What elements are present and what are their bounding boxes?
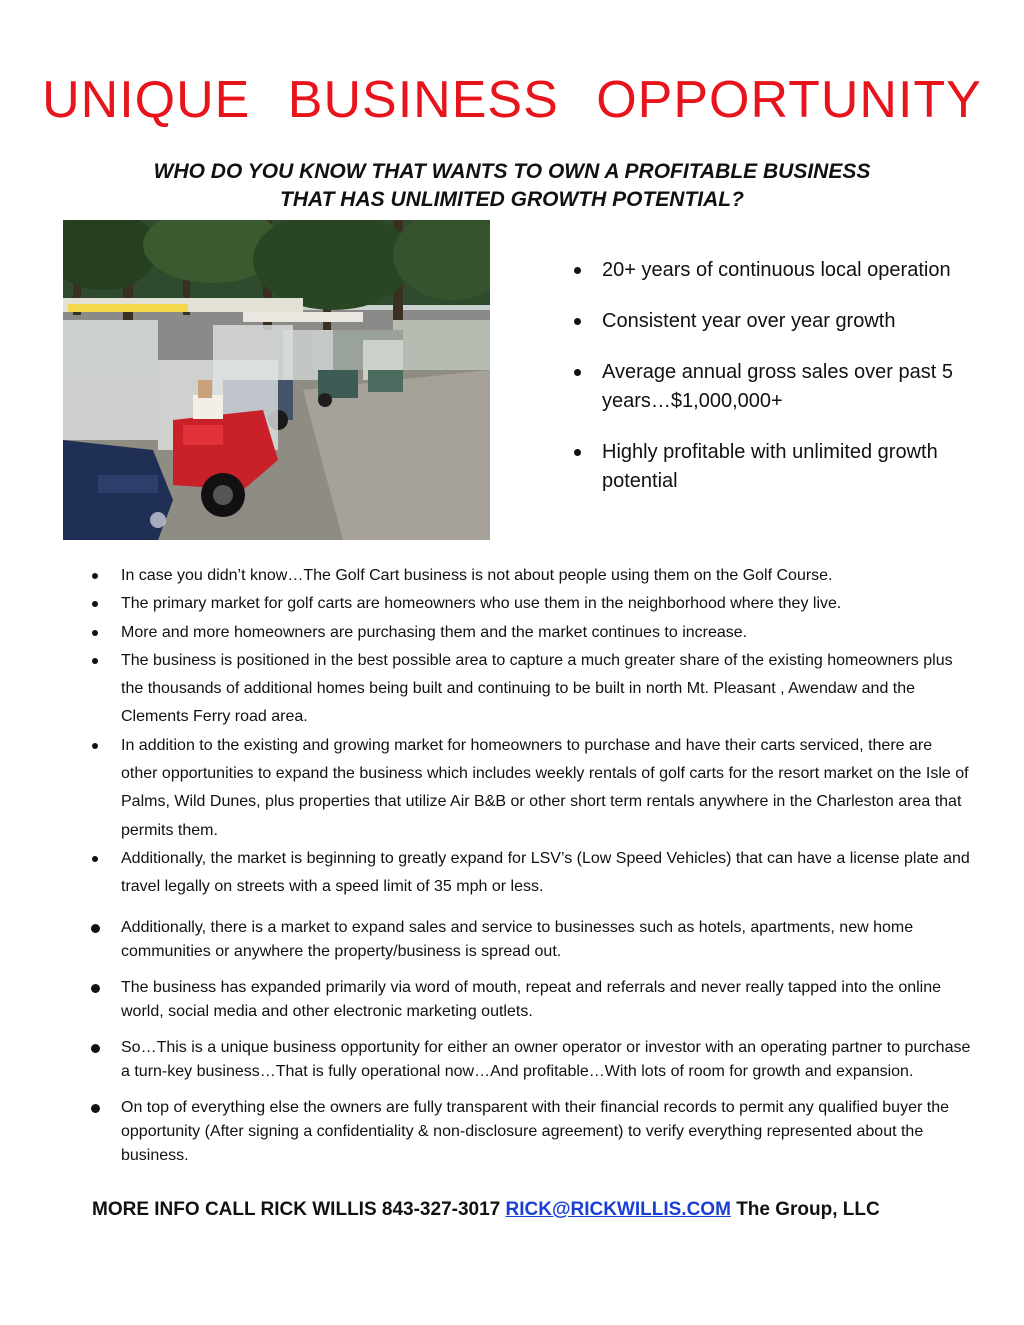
detail-item	[92, 976, 972, 1024]
detail-text: The business has expanded primarily via word of mouth, repeat and referrals and never really tapped into the online world, social media and other electronic marketing outlets.	[121, 979, 942, 1020]
detail-text: The business is positioned in the best possible area to capture a much greater share of the existing homeowners plus the thousands of additional homes being built and continuing to be built in north Mt. Pleasant , Awendaw and the Clements Ferry road area.	[121, 651, 953, 726]
highlights-list	[568, 256, 988, 518]
email-link[interactable]: RICK@RICKWILLIS.COM	[505, 1199, 731, 1220]
subtitle-line-1: WHO DO YOU KNOW THAT WANTS TO OWN A PROFITABLE BUSINESS	[153, 160, 871, 183]
company-name: The Group, LLC	[736, 1199, 880, 1220]
highlight-text: 20+ years of continuous local operation	[602, 259, 951, 281]
highlight-item	[568, 358, 988, 416]
bullet-icon	[92, 658, 98, 664]
detail-item	[92, 732, 972, 845]
subtitle-line-2: THAT HAS UNLIMITED GROWTH POTENTIAL?	[280, 188, 744, 211]
detail-text: So…This is a unique business opportunity for either an owner operator or investor with an operating partner to purchase a turn-key business…That is fully operational now…And profitable…With lots of room for growth and expansion.	[121, 1039, 971, 1080]
highlight-text: Average annual gross sales over past 5 years…$1,000,000+	[602, 361, 953, 412]
highlight-text: Highly profitable with unlimited growth potential	[602, 441, 938, 492]
bullet-icon	[91, 1104, 100, 1113]
bullet-icon	[92, 856, 98, 862]
contact-line	[92, 1196, 880, 1224]
bullet-icon	[574, 449, 581, 456]
detail-text: More and more homeowners are purchasing them and the market continues to increase.	[121, 623, 748, 641]
highlight-item	[568, 256, 988, 285]
golf-carts-illustration	[63, 220, 490, 540]
golf-carts-photo	[63, 220, 490, 540]
detail-text: Additionally, the market is beginning to greatly expand for LSV’s (Low Speed Vehicles) that can have a license plate and travel legally on streets with a speed limit of 35 mph or less.	[121, 849, 970, 896]
bullet-icon	[91, 984, 100, 993]
bullet-icon	[574, 267, 581, 274]
bullet-icon	[91, 924, 100, 933]
detail-item	[92, 1036, 972, 1084]
detail-text: On top of everything else the owners are fully transparent with their financial records to permit any qualified buyer the opportunity (After signing a confidentiality & non-disclosure agreement) to verify everything represented about the business.	[121, 1099, 949, 1164]
bullet-icon	[574, 369, 581, 376]
bullet-icon	[92, 630, 98, 636]
details-list	[92, 562, 972, 902]
detail-item	[92, 916, 972, 964]
highlight-text: Consistent year over year growth	[602, 310, 896, 332]
detail-item	[92, 647, 972, 732]
subtitle	[0, 158, 1024, 214]
detail-text: In addition to the existing and growing market for homeowners to purchase and have their carts serviced, there are other opportunities to expand the business which includes weekly rentals of golf carts for the resort market on the Isle of Palms, Wild Dunes, plus properties that utilize Air B&B or other short term rentals anywhere in the Charleston area that permits them.	[121, 736, 969, 839]
highlight-item	[568, 438, 988, 496]
bullet-icon	[574, 318, 581, 325]
bullet-icon	[92, 743, 98, 749]
detail-item	[92, 1096, 972, 1168]
detail-item	[92, 562, 972, 590]
details-list-secondary	[92, 916, 972, 1180]
highlight-item	[568, 307, 988, 336]
bullet-icon	[92, 573, 98, 579]
detail-item	[92, 590, 972, 618]
detail-item	[92, 619, 972, 647]
page-title: UNIQUE BUSINESS OPPORTUNITY	[42, 71, 982, 129]
contact-prefix: MORE INFO CALL RICK WILLIS 843-327-3017	[92, 1199, 501, 1220]
detail-item	[92, 845, 972, 902]
bullet-icon	[91, 1044, 100, 1053]
bullet-icon	[92, 601, 98, 607]
detail-text: The primary market for golf carts are homeowners who use them in the neighborhood where they live.	[121, 595, 842, 613]
detail-text: In case you didn’t know…The Golf Cart business is not about people using them on the Golf Course.	[121, 567, 833, 584]
detail-text: Additionally, there is a market to expand sales and service to businesses such as hotels, apartments, new home communities or anywhere the property/business is spread out.	[121, 919, 914, 960]
